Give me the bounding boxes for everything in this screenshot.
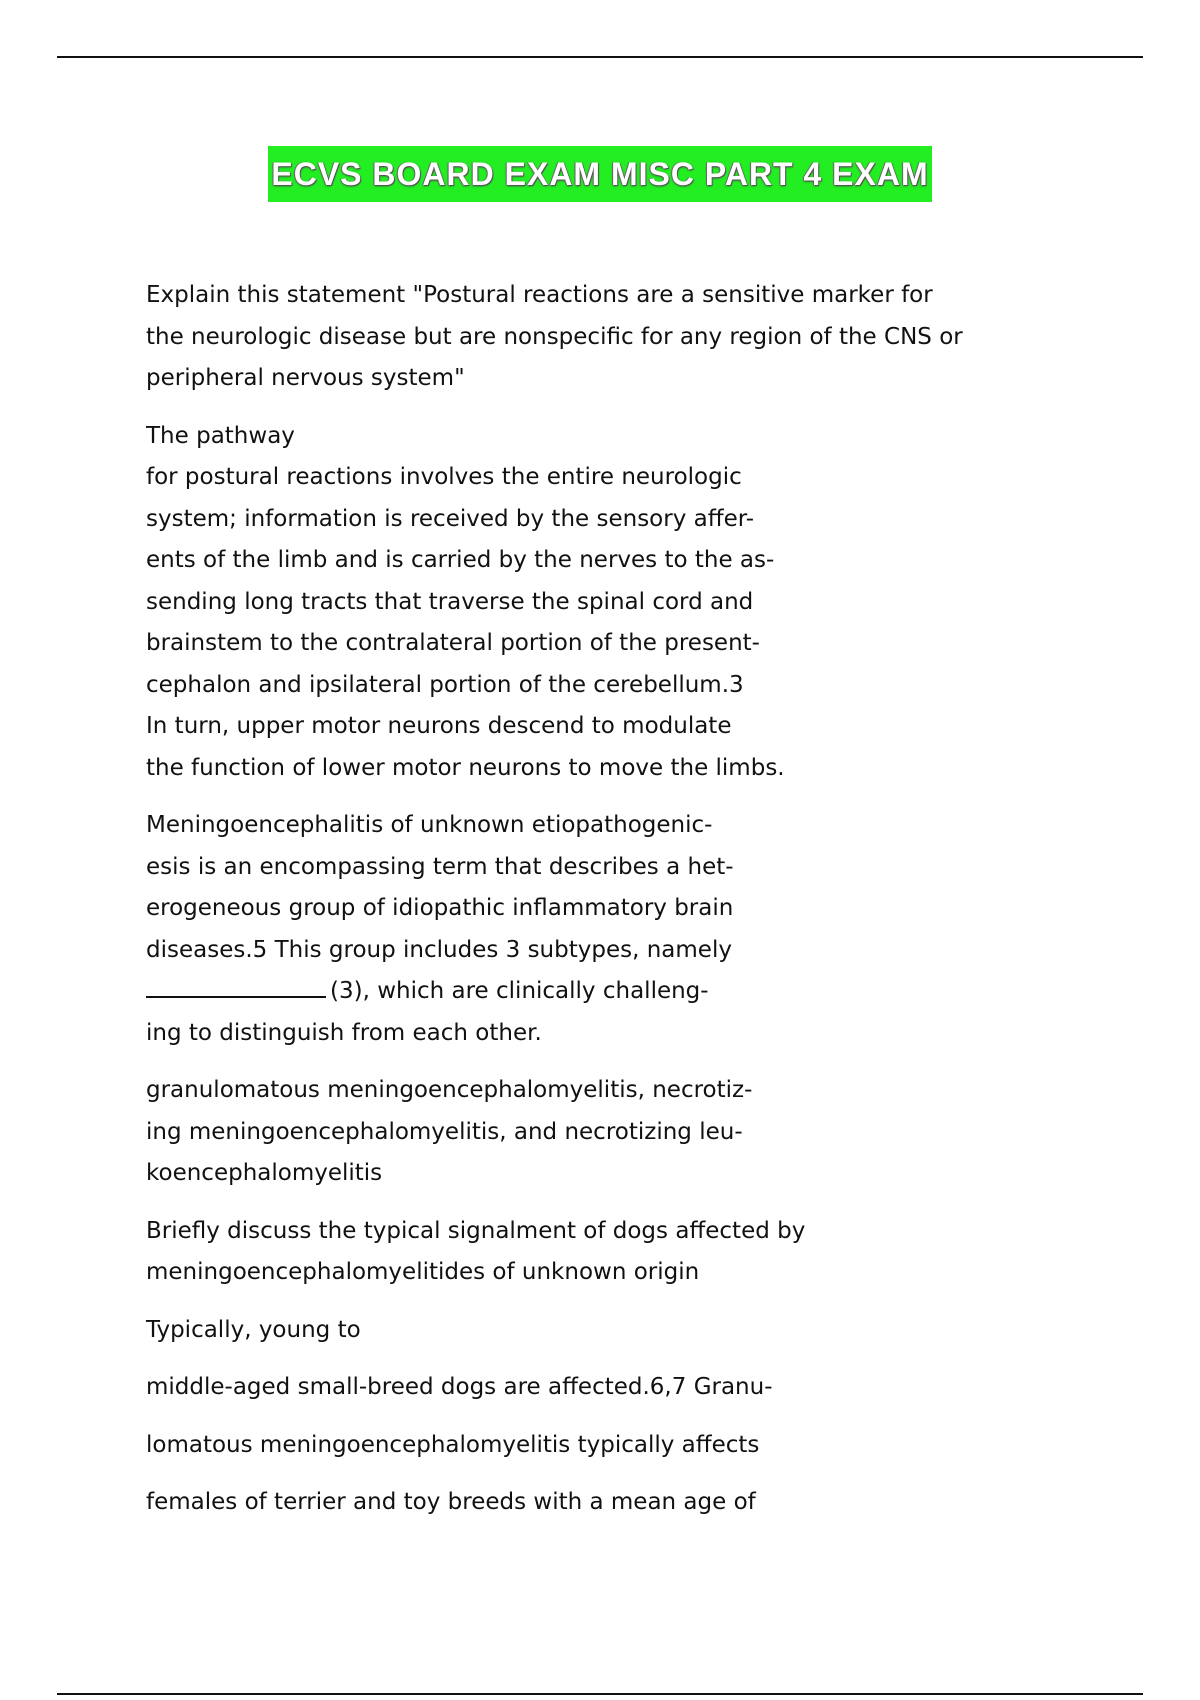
question-1-line: the neurologic disease but are nonspecific for any region of the CNS or — [146, 323, 963, 350]
answer-2 — [146, 1070, 1076, 1195]
title-banner — [0, 146, 1200, 202]
answer-1-line: In turn, upper motor neurons descend to modulate — [146, 713, 732, 739]
question-1-line: peripheral nervous system" — [146, 365, 465, 391]
question-2-line: erogeneous group of idiopathic inflammatory brain — [146, 895, 734, 921]
question-2 — [146, 805, 1076, 1054]
answer-1-line: the function of lower motor neurons to move the limbs. — [146, 754, 785, 781]
answer-1-line: cephalon and ipsilateral portion of the cerebellum.3 — [146, 671, 744, 698]
answer-2-line: koencephalomyelitis — [146, 1160, 383, 1186]
answer-1-line: brainstem to the contralateral portion of the present- — [146, 630, 760, 656]
answer-3-line: middle-aged small-breed dogs are affected.6,7 Granu- — [146, 1374, 773, 1400]
question-3-line: meningoencephalomyelitides of unknown origin — [146, 1259, 700, 1285]
question-2-blank-line — [146, 971, 1076, 1013]
top-rule — [57, 56, 1143, 58]
question-2-line: ing to distinguish from each other. — [146, 1019, 542, 1046]
document-title: ECVS BOARD EXAM MISC PART 4 EXAM — [268, 146, 931, 202]
answer-1-line: ents of the limb and is carried by the nerves to the as- — [146, 547, 775, 573]
question-2-line: Meningoencephalitis of unknown etiopathogenic- — [146, 812, 713, 838]
question-1-line: Explain this statement "Postural reactions are a sensitive marker for — [146, 282, 933, 308]
fill-in-blank — [146, 978, 326, 998]
answer-2-line: granulomatous meningoencephalomyelitis, necrotiz- — [146, 1077, 753, 1103]
document-body — [146, 275, 1076, 1540]
answer-2-line: ing meningoencephalomyelitis, and necrotizing leu- — [146, 1118, 743, 1145]
answer-1-line: for postural reactions involves the entire neurologic — [146, 464, 742, 490]
answer-3-line: Typically, young to — [146, 1316, 361, 1343]
answer-1-line: The pathway — [146, 422, 295, 449]
answer-1-line: sending long tracts that traverse the spinal cord and — [146, 588, 754, 615]
question-3 — [146, 1211, 1076, 1294]
bottom-rule — [57, 1693, 1143, 1695]
answer-1 — [146, 416, 1076, 790]
question-3-line: Briefly discuss the typical signalment of dogs affected by — [146, 1217, 806, 1244]
question-1 — [146, 275, 1076, 400]
answer-3-line: females of terrier and toy breeds with a mean age of — [146, 1489, 756, 1515]
answer-3-line: lomatous meningoencephalomyelitis typically affects — [146, 1431, 760, 1458]
answer-3 — [146, 1310, 1076, 1524]
question-2-blank-text: (3), which are clinically challeng- — [330, 978, 709, 1004]
question-2-line: esis is an encompassing term that describes a het- — [146, 853, 734, 880]
question-2-line: diseases.5 This group includes 3 subtypes, namely — [146, 936, 732, 963]
answer-1-line: system; information is received by the sensory affer- — [146, 505, 755, 532]
